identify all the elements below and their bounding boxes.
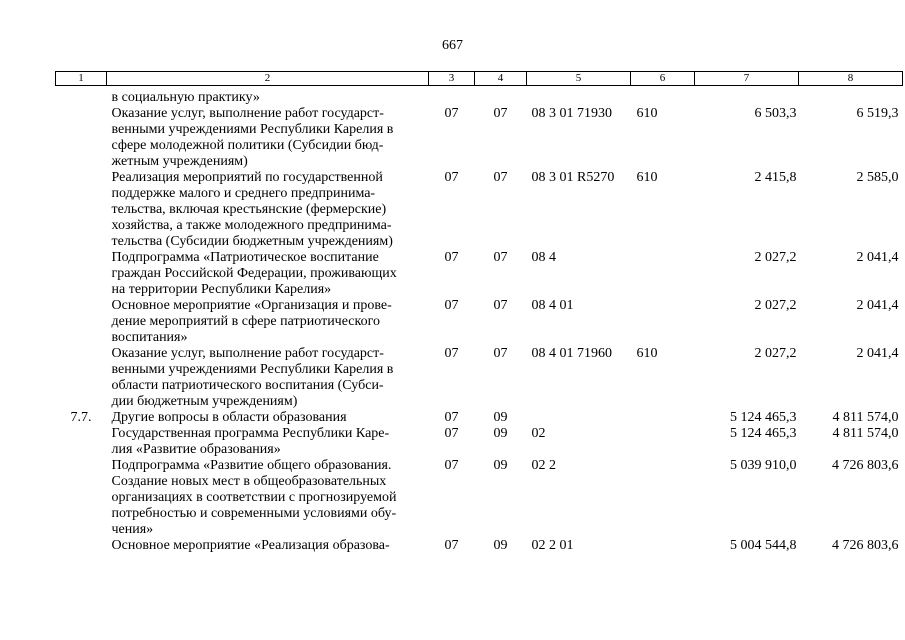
- row-number: [56, 86, 107, 107]
- row-name: [107, 346, 429, 410]
- row-name: [107, 250, 429, 298]
- table-row: [56, 426, 903, 458]
- table-row: [56, 86, 903, 107]
- amount-year-2: 2 041,4: [856, 346, 899, 361]
- row-name-line: тельства (Субсидии бюджетным учреждениям): [111, 234, 393, 249]
- subsection-code: [475, 86, 527, 107]
- row-name-line: лия «Развитие образования»: [111, 442, 281, 457]
- row-name-line: воспитания»: [111, 330, 188, 345]
- row-name: [107, 106, 429, 170]
- column-number-header: [56, 72, 903, 86]
- target-article-code: 08 3 01 R5270: [531, 170, 615, 185]
- table-row: [56, 346, 903, 410]
- row-name-line: чения»: [111, 522, 154, 537]
- target-article-code: [527, 86, 631, 107]
- row-name-line: Создание новых мест в общеобразовательных: [111, 474, 387, 489]
- row-number: [56, 250, 107, 298]
- header-cell: 5: [527, 72, 631, 86]
- expense-type-code: 610: [636, 170, 658, 185]
- row-name: [107, 458, 429, 538]
- row-name-line: организациях в соответствии с прогнозируемой: [111, 490, 397, 505]
- section-code: 07: [444, 298, 459, 313]
- header-cell: 1: [56, 72, 107, 86]
- row-name: [107, 298, 429, 346]
- subsection-code: 07: [493, 170, 508, 185]
- amount-year-1: [695, 86, 799, 107]
- row-name-line: дение мероприятий в сфере патриотического: [111, 314, 380, 329]
- amount-year-2: 2 585,0: [856, 170, 899, 185]
- expense-type-code: 610: [636, 346, 658, 361]
- row-name-line: Оказание услуг, выполнение работ государст-: [111, 346, 384, 361]
- row-name-line: жетным учреждениям): [111, 154, 248, 169]
- amount-year-1: 6 503,3: [754, 106, 797, 121]
- header-cell: 8: [799, 72, 903, 86]
- expense-type-code: [631, 410, 695, 426]
- section-code: 07: [444, 106, 459, 121]
- target-article-code: 08 3 01 71930: [531, 106, 612, 121]
- row-name-line: тельства, включая крестьянские (фермерские): [111, 202, 387, 217]
- page-number: 667: [442, 38, 463, 53]
- amount-year-1: 2 027,2: [754, 298, 797, 313]
- row-name: [107, 410, 429, 426]
- row-name-line: Подпрограмма «Развитие общего образования.: [111, 458, 392, 473]
- row-name-line: Реализация мероприятий по государственной: [111, 170, 383, 185]
- row-name-line: Основное мероприятие «Организация и прове-: [111, 298, 392, 313]
- header-cell: 7: [695, 72, 799, 86]
- row-name: [107, 538, 429, 554]
- target-article-code: 08 4: [531, 250, 556, 265]
- row-number: [56, 170, 107, 250]
- table-row: [56, 410, 903, 426]
- row-number: [56, 298, 107, 346]
- expense-type-code: [631, 458, 695, 538]
- target-article-code: 02 2: [531, 458, 556, 473]
- expense-type-code: [631, 250, 695, 298]
- expense-type-code: [631, 298, 695, 346]
- row-number: 7.7.: [70, 410, 92, 425]
- amount-year-1: 2 415,8: [754, 170, 797, 185]
- amount-year-1: 5 124 465,3: [730, 410, 797, 425]
- header-cell: 4: [475, 72, 527, 86]
- row-name-line: венными учреждениями Республики Карелия в: [111, 122, 394, 137]
- amount-year-2: [799, 86, 903, 107]
- expense-type-code: [631, 426, 695, 458]
- subsection-code: 09: [493, 458, 508, 473]
- row-name-line: венными учреждениями Республики Карелия в: [111, 362, 394, 377]
- row-name-line: потребностью и современными условиями обу-: [111, 506, 397, 521]
- section-code: 07: [444, 426, 459, 441]
- target-article-code: 02: [531, 426, 546, 441]
- row-name-line: Другие вопросы в области образования: [111, 410, 347, 425]
- amount-year-1: 5 004 544,8: [730, 538, 797, 553]
- table-body: [56, 86, 903, 555]
- amount-year-2: 4 726 803,6: [832, 538, 899, 553]
- row-name: [107, 86, 429, 107]
- row-name-line: на территории Республики Карелия»: [111, 282, 332, 297]
- amount-year-1: 2 027,2: [754, 346, 797, 361]
- section-code: 07: [444, 458, 459, 473]
- row-name-line: области патриотического воспитания (Субси-: [111, 378, 384, 393]
- table-row: [56, 538, 903, 554]
- row-name: [107, 170, 429, 250]
- expense-type-code: [631, 538, 695, 554]
- row-name-line: Оказание услуг, выполнение работ государст-: [111, 106, 384, 121]
- amount-year-2: 4 811 574,0: [832, 410, 899, 425]
- amount-year-1: 2 027,2: [754, 250, 797, 265]
- subsection-code: 07: [493, 298, 508, 313]
- row-name-line: в социальную практику»: [111, 90, 260, 105]
- table-row: [56, 458, 903, 538]
- table-row: [56, 106, 903, 170]
- amount-year-2: 2 041,4: [856, 250, 899, 265]
- row-name-line: поддержке малого и среднего предпринима-: [111, 186, 376, 201]
- header-cell: 6: [631, 72, 695, 86]
- amount-year-1: 5 124 465,3: [730, 426, 797, 441]
- subsection-code: 09: [493, 410, 508, 425]
- budget-table: [55, 71, 903, 554]
- section-code: 07: [444, 410, 459, 425]
- row-name-line: Основное мероприятие «Реализация образова-: [111, 538, 390, 553]
- row-name: [107, 426, 429, 458]
- section-code: 07: [444, 538, 459, 553]
- header-cell: 2: [107, 72, 429, 86]
- section-code: [429, 86, 475, 107]
- table-row: [56, 170, 903, 250]
- amount-year-2: 6 519,3: [856, 106, 899, 121]
- row-number: [56, 538, 107, 554]
- row-number: [56, 346, 107, 410]
- row-name-line: сфере молодежной политики (Субсидии бюд-: [111, 138, 384, 153]
- target-article-code: 08 4 01 71960: [531, 346, 612, 361]
- row-name-line: Государственная программа Республики Каре-: [111, 426, 390, 441]
- table-row: [56, 298, 903, 346]
- target-article-code: [527, 410, 631, 426]
- row-number: [56, 426, 107, 458]
- header-cell: 3: [429, 72, 475, 86]
- subsection-code: 09: [493, 426, 508, 441]
- table-row: [56, 250, 903, 298]
- subsection-code: 07: [493, 346, 508, 361]
- expense-type-code: [631, 86, 695, 107]
- section-code: 07: [444, 170, 459, 185]
- section-code: 07: [444, 250, 459, 265]
- target-article-code: 02 2 01: [531, 538, 574, 553]
- row-name-line: дии бюджетным учреждениям): [111, 394, 298, 409]
- amount-year-2: 2 041,4: [856, 298, 899, 313]
- expense-type-code: 610: [636, 106, 658, 121]
- amount-year-2: 4 811 574,0: [832, 426, 899, 441]
- row-number: [56, 106, 107, 170]
- amount-year-1: 5 039 910,0: [730, 458, 797, 473]
- subsection-code: 09: [493, 538, 508, 553]
- row-name-line: хозяйства, а также молодежного предпринима-: [111, 218, 392, 233]
- subsection-code: 07: [493, 250, 508, 265]
- row-number: [56, 458, 107, 538]
- row-name-line: Подпрограмма «Патриотическое воспитание: [111, 250, 379, 265]
- subsection-code: 07: [493, 106, 508, 121]
- target-article-code: 08 4 01: [531, 298, 574, 313]
- row-name-line: граждан Российской Федерации, проживающих: [111, 266, 397, 281]
- section-code: 07: [444, 346, 459, 361]
- amount-year-2: 4 726 803,6: [832, 458, 899, 473]
